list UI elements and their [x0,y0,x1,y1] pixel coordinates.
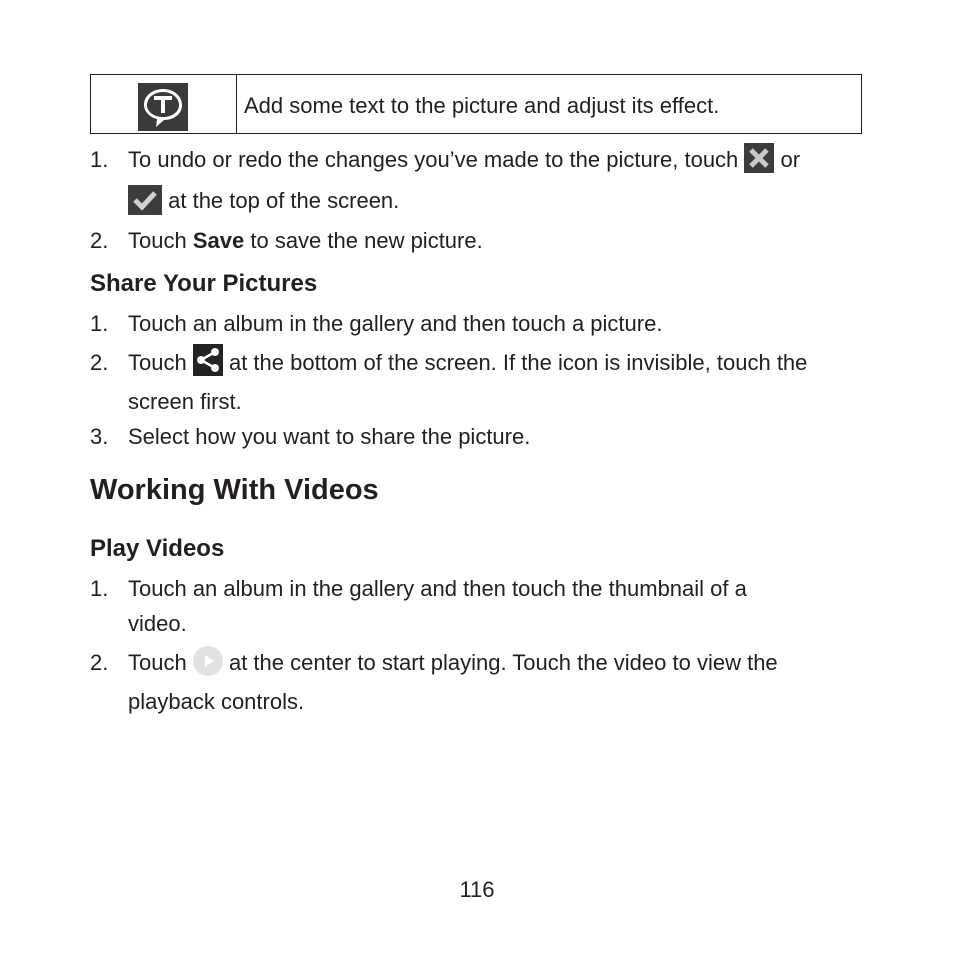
share-icon [193,344,223,376]
undo-x-icon [744,143,774,173]
chapter-heading: Working With Videos [90,474,379,506]
step-text: Touch at the center to start playing. Touch the video to view the [128,650,778,676]
list-item-continuation: screen first. [128,389,242,414]
page-number: 116 [459,877,495,902]
redo-check-icon [128,185,162,215]
text-bubble-icon [138,83,188,131]
tool-description: Add some text to the picture and adjust its effect. [244,93,720,118]
tool-table [90,74,862,134]
step-text: Touch Save to save the new picture. [128,228,483,253]
section-heading: Share Your Pictures [90,270,318,297]
step-text: To undo or redo the changes you’ve made to the picture, touch or [128,147,800,173]
list-item-continuation: video. [128,611,187,636]
list-item-continuation: at the top of the screen. [128,188,399,215]
section-heading: Play Videos [90,535,225,562]
list-item-continuation: playback controls. [128,689,305,714]
step-text: Touch at the bottom of the screen. If the icon is invisible, touch the [128,350,807,376]
tool-icon-cell [91,75,237,133]
play-icon [193,646,223,676]
